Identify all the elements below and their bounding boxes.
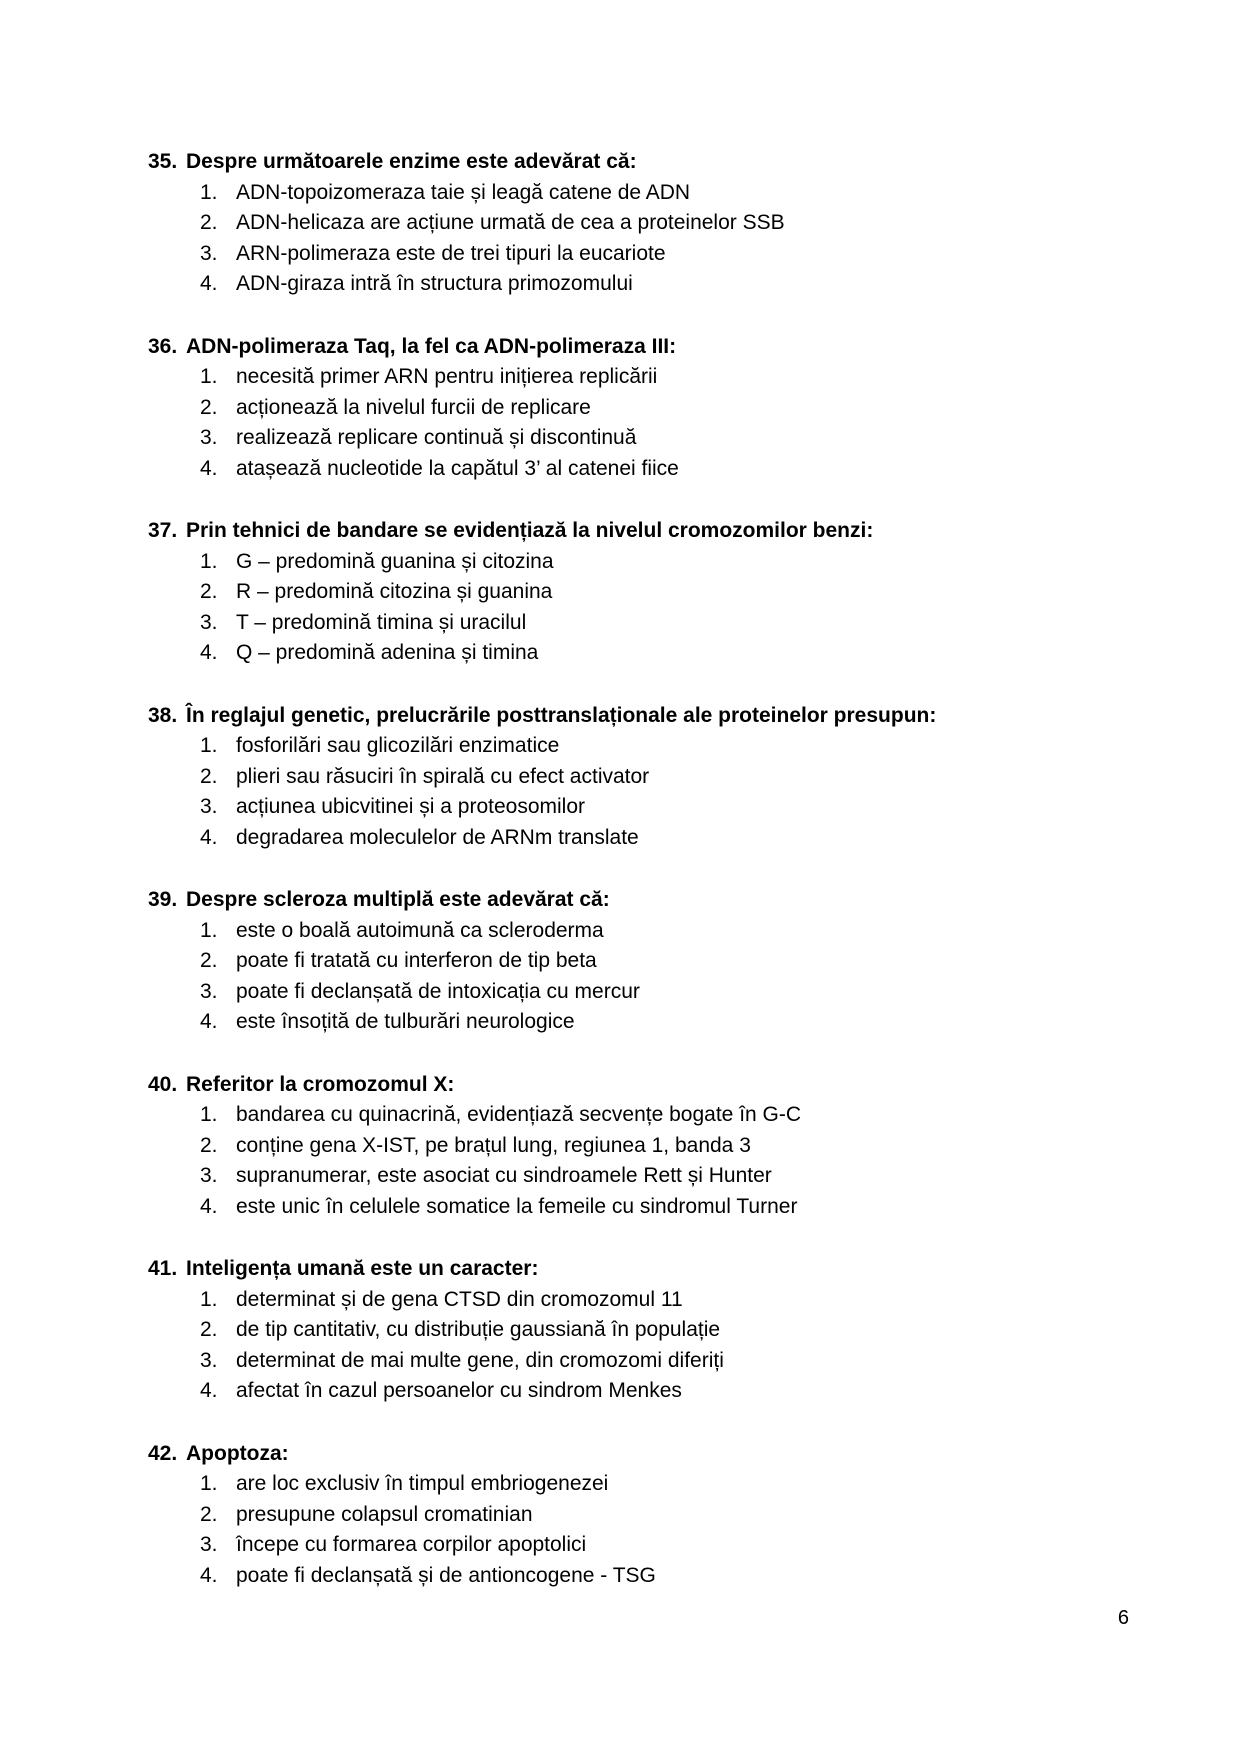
option-text: determinat și de gena CTSD din cromozomul 11: [236, 1287, 683, 1311]
option-number: 4.: [200, 1010, 218, 1033]
question-title: Despre scleroza multiplă este adevărat că:: [186, 888, 610, 911]
question-title: Prin tehnici de bandare se evidențiază la nivelul cromozomilor benzi:: [186, 519, 874, 542]
option-text: determinat de mai multe gene, din cromozomi diferiți: [236, 1348, 724, 1372]
option-number: 3.: [200, 426, 218, 449]
option-item: [148, 1530, 1148, 1561]
option-text: începe cu formarea corpilor apoptolici: [236, 1533, 587, 1556]
option-number: 1.: [200, 1472, 218, 1495]
option-item: [148, 916, 1148, 947]
option-text: are loc exclusiv în timpul embriogenezei: [236, 1472, 609, 1495]
option-number: 3.: [200, 1533, 218, 1556]
question-title: Apoptoza:: [186, 1441, 289, 1465]
question-number: 41.: [148, 1257, 178, 1280]
option-text: afectat în cazul persoanelor cu sindrom Menkes: [236, 1379, 682, 1402]
option-number: 3.: [200, 979, 218, 1003]
option-list: [148, 1285, 1148, 1407]
option-item: [148, 208, 1148, 239]
option-text: acționează la nivelul furcii de replicare: [236, 395, 591, 419]
option-text: fosforilări sau glicozilări enzimatice: [236, 734, 560, 757]
option-item: [148, 239, 1148, 270]
question-number: 36.: [148, 334, 178, 358]
option-item: [148, 1561, 1148, 1592]
option-text: poate fi tratată cu interferon de tip beta: [236, 949, 597, 972]
question-heading: [148, 332, 1148, 363]
option-text: supranumerar, este asociat cu sindroamele Rett și Hunter: [236, 1164, 772, 1187]
option-item: [148, 977, 1148, 1008]
option-item: [148, 762, 1148, 793]
option-number: 3.: [200, 1348, 218, 1372]
question-40: [148, 1070, 1148, 1223]
option-text: poate fi declanșată de intoxicația cu mercur: [236, 979, 640, 1003]
option-text: realizează replicare continuă și discontinuă: [236, 426, 637, 449]
question-37: [148, 516, 1148, 669]
question-number: 38.: [148, 703, 178, 727]
option-number: 2.: [200, 949, 218, 972]
option-text: R – predomină citozina și guanina: [236, 580, 553, 603]
option-text: este o boală autoimună ca sclerodermа: [236, 918, 604, 942]
question-38: [148, 701, 1148, 854]
question-36: [148, 332, 1148, 485]
option-text: poate fi declanșată și de antioncogene - TSG: [236, 1563, 656, 1587]
option-item: [148, 577, 1148, 608]
option-text: ADN-giraza intră în structura primozomului: [236, 272, 633, 295]
option-text: de tip cantitativ, cu distribuție gaussiană în populație: [236, 1318, 721, 1341]
option-number: 4.: [200, 456, 218, 480]
option-number: 4.: [200, 641, 218, 664]
option-item: [148, 1469, 1148, 1500]
option-number: 1.: [200, 180, 218, 204]
option-number: 2.: [200, 764, 218, 788]
option-item: [148, 362, 1148, 393]
option-text: Q – predomină adenina și timina: [236, 641, 539, 664]
question-title: Inteligența umană este un caracter:: [186, 1257, 539, 1280]
option-number: 3.: [200, 795, 218, 818]
option-item: [148, 547, 1148, 578]
question-number: 40.: [148, 1072, 178, 1096]
option-text: acțiunea ubicvitinei și a proteosomilor: [236, 795, 586, 818]
option-item: [148, 638, 1148, 669]
option-item: [148, 454, 1148, 485]
option-text: G – predomină guanina și citozina: [236, 549, 554, 573]
option-item: [148, 178, 1148, 209]
question-title: În reglajul genetic, prelucrările posttranslaționale ale proteinelor presupun:: [186, 703, 937, 727]
question-title: ADN-polimeraza Taq, la fel ca ADN-polimeraza III:: [186, 334, 677, 358]
question-heading: [148, 147, 1148, 178]
option-number: 4.: [200, 825, 218, 849]
option-number: 2.: [200, 211, 218, 234]
option-text: bandarea cu quinacrină, evidențiază secvențe bogate în G-C: [236, 1103, 802, 1126]
question-heading: [148, 1070, 1148, 1101]
option-item: [148, 946, 1148, 977]
option-number: 2.: [200, 580, 218, 603]
option-item: [148, 608, 1148, 639]
option-text: atașează nucleotide la capătul 3’ al catenei fiice: [236, 456, 679, 480]
option-text: necesită primer ARN pentru inițierea replicării: [236, 365, 658, 388]
option-number: 1.: [200, 918, 218, 942]
option-item: [148, 1376, 1148, 1407]
option-text: plieri sau răsuciri în spirală cu efect activator: [236, 764, 650, 788]
option-list: [148, 178, 1148, 300]
question-title: Referitor la cromozomul X:: [186, 1072, 455, 1096]
page-number: 6: [1117, 1607, 1129, 1629]
option-number: 1.: [200, 1103, 218, 1126]
option-item: [148, 1285, 1148, 1316]
option-number: 1.: [200, 1287, 218, 1311]
question-number: 35.: [148, 150, 178, 173]
option-text: ADN-helicaza are acțiune urmată de cea a proteinelor SSB: [236, 211, 785, 234]
option-number: 3.: [200, 1164, 218, 1187]
option-list: [148, 731, 1148, 853]
option-number: 1.: [200, 734, 218, 757]
option-item: [148, 269, 1148, 300]
option-number: 4.: [200, 1194, 218, 1218]
question-35: [148, 147, 1148, 300]
option-number: 2.: [200, 1318, 218, 1341]
option-number: 4.: [200, 1379, 218, 1402]
option-number: 1.: [200, 549, 218, 573]
option-item: [148, 1131, 1148, 1162]
option-item: [148, 423, 1148, 454]
option-text: ADN-topoizomeraza taie și leagă catene de ADN: [236, 180, 691, 204]
option-number: 3.: [200, 241, 218, 265]
option-text: T – predomină timina și uracilul: [236, 610, 527, 634]
option-item: [148, 1100, 1148, 1131]
option-number: 1.: [200, 365, 218, 388]
question-39: [148, 885, 1148, 1038]
option-text: ARN-polimeraza este de trei tipuri la eucariote: [236, 241, 666, 265]
question-42: [148, 1439, 1148, 1592]
question-heading: [148, 516, 1148, 547]
option-text: este unic în celulele somatice la femeile cu sindromul Turner: [236, 1194, 798, 1218]
option-number: 2.: [200, 1133, 218, 1157]
question-41: [148, 1254, 1148, 1407]
question-heading: [148, 701, 1148, 732]
option-number: 4.: [200, 1563, 218, 1587]
option-list: [148, 1469, 1148, 1591]
option-item: [148, 393, 1148, 424]
option-item: [148, 792, 1148, 823]
option-number: 2.: [200, 395, 218, 419]
question-heading: [148, 885, 1148, 916]
option-list: [148, 916, 1148, 1038]
question-title: Despre următoarele enzime este adevărat că:: [186, 150, 637, 173]
option-item: [148, 1346, 1148, 1377]
question-number: 39.: [148, 888, 178, 911]
question-number: 37.: [148, 519, 178, 542]
option-text: conține gena X-IST, pe brațul lung, regiunea 1, banda 3: [236, 1133, 751, 1157]
option-item: [148, 1192, 1148, 1223]
option-list: [148, 1100, 1148, 1222]
question-heading: [148, 1254, 1148, 1285]
option-text: presupune colapsul cromatinian: [236, 1502, 533, 1526]
option-item: [148, 1315, 1148, 1346]
option-item: [148, 731, 1148, 762]
option-number: 3.: [200, 610, 218, 634]
option-number: 2.: [200, 1502, 218, 1526]
option-list: [148, 547, 1148, 669]
option-list: [148, 362, 1148, 484]
option-item: [148, 1500, 1148, 1531]
option-item: [148, 823, 1148, 854]
option-number: 4.: [200, 272, 218, 295]
question-heading: [148, 1439, 1148, 1470]
option-text: degradarea moleculelor de ARNm translate: [236, 825, 639, 849]
option-text: este însoțită de tulburări neurologice: [236, 1010, 575, 1033]
option-item: [148, 1161, 1148, 1192]
question-number: 42.: [148, 1441, 178, 1465]
question-list: [148, 147, 1148, 1591]
option-item: [148, 1007, 1148, 1038]
